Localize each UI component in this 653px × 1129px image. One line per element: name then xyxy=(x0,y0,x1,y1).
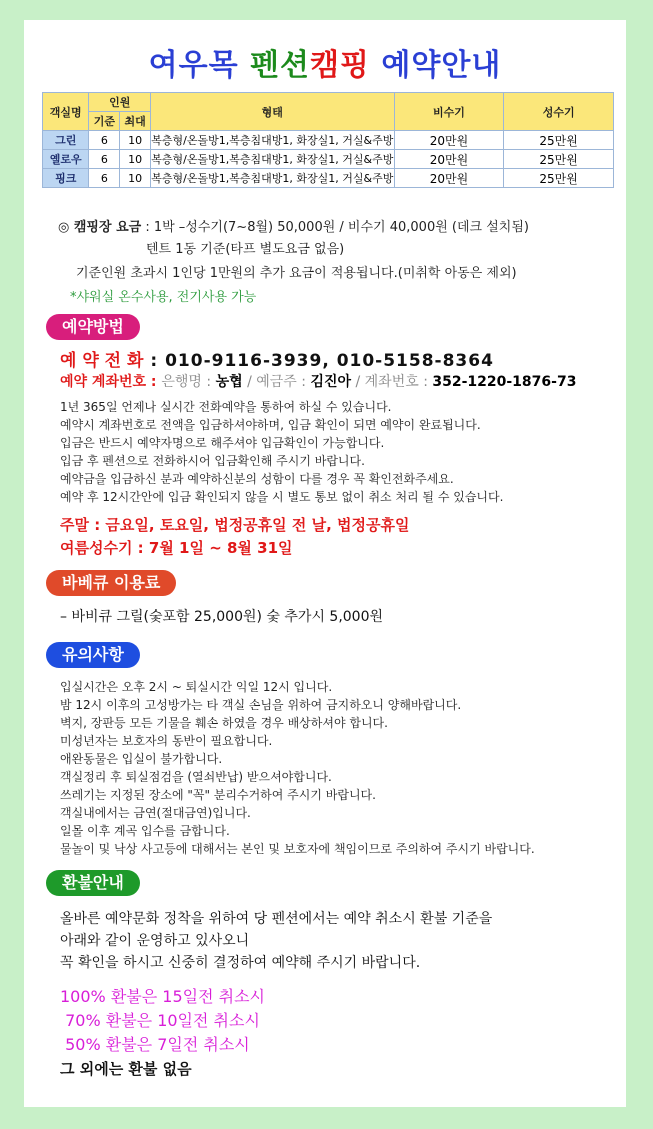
refund-rule: 70% 환불은 10일전 취소시 xyxy=(60,1011,260,1030)
refund-intro: 꼭 확인을 하시고 신중히 결정하여 예약해 주시기 바랍니다. xyxy=(60,955,421,971)
notice-item: 일몰 이후 계곡 입수를 금합니다. xyxy=(60,824,230,838)
refund-intro: 올바른 예약문화 정착을 위하여 당 펜션에서는 예약 취소시 환불 기준을 xyxy=(60,911,493,927)
notice-item: 애완동물은 입실이 불가합니다. xyxy=(60,752,223,766)
table-row: 그린 6 10 복층형/온돌방1,복층침대방1, 화장실1, 거실&주방 20만원 25만원 xyxy=(43,131,614,150)
section-bbq-pill: 바베큐 이용료 xyxy=(46,570,176,596)
notice-item: 벽지, 장판등 모든 기물을 훼손 하였을 경우 배상하셔야 합니다. xyxy=(60,716,388,730)
notice-item: 객실내에서는 금연(절대금연)입니다. xyxy=(60,806,251,820)
reservation-phone: 예 약 전 화 : 010-9116-3939, 010-5158-8364 xyxy=(60,351,494,371)
page-title: 여우목 펜션캠핑 예약안내 xyxy=(148,48,502,83)
rate-table xyxy=(42,92,614,188)
table-row: 옐로우 6 10 복층형/온돌방1,복층침대방1, 화장실1, 거실&주방 20만원 25만원 xyxy=(43,150,614,169)
camping-facility-line: *샤워실 온수사용, 전기사용 가능 xyxy=(70,290,257,305)
header-off-season: 비수기 xyxy=(394,93,504,131)
section-refund-pill: 환불안내 xyxy=(46,870,140,896)
reservation-note: 입금은 반드시 예약자명으로 해주셔야 입금확인이 가능합니다. xyxy=(60,436,385,450)
notice-item: 쓰레기는 지정된 장소에 "꼭" 분리수거하여 주시기 바랍니다. xyxy=(60,788,376,802)
notice-item: 미성년자는 보호자의 동반이 필요합니다. xyxy=(60,734,273,748)
notice-item: 물놀이 및 낙상 사고등에 대해서는 본인 및 보호자에 책임이므로 주의하여 주시기 바랍니다. xyxy=(60,842,535,856)
reservation-account: 예약 계좌번호 : 은행명 : 농협 / 예금주 : 김진아 / 계좌번호 : 352-1220-1876-73 xyxy=(60,374,577,390)
section-reservation-pill: 예약방법 xyxy=(46,314,140,340)
header-capacity: 인원 xyxy=(89,93,150,112)
header-room: 객실명 xyxy=(43,93,89,131)
notice-item: 밤 12시 이후의 고성방가는 타 객실 손님을 위하여 금지하오니 양해바랍니다. xyxy=(60,698,462,712)
camping-tent-line: 텐트 1동 기준(타프 별도요금 없음) xyxy=(146,242,345,257)
section-notice-pill: 유의사항 xyxy=(46,642,140,668)
header-max: 최대 xyxy=(120,112,151,131)
peak-season-definition: 여름성수기 : 7월 1일 ~ 8월 31일 xyxy=(60,539,293,557)
notice-item: 객실정리 후 퇴실점검을 (열쇠반납) 받으셔야합니다. xyxy=(60,770,332,784)
reservation-note: 1년 365일 언제나 실시간 전화예약을 통하여 하실 수 있습니다. xyxy=(60,400,392,414)
header-type: 형태 xyxy=(150,93,394,131)
notice-item: 입실시간은 오후 2시 ~ 퇴실시간 익일 12시 입니다. xyxy=(60,680,333,694)
header-peak-season: 성수기 xyxy=(504,93,614,131)
refund-intro: 아래와 같이 운영하고 있사오니 xyxy=(60,933,250,949)
camping-price-line: ◎ 캠핑장 요금 : 1박 –성수기(7~8월) 50,000원 / 비수기 40,000원 (데크 설치됨) xyxy=(58,220,529,235)
reservation-note: 예약금을 입금하신 분과 예약하신분의 성함이 다를 경우 꼭 확인전화주세요. xyxy=(60,472,454,486)
table-row: 핑크 6 10 복층형/온돌방1,복층침대방1, 화장실1, 거실&주방 20만원 25만원 xyxy=(43,169,614,188)
refund-none: 그 외에는 환불 없음 xyxy=(60,1060,192,1078)
info-card xyxy=(24,20,626,1107)
bbq-price: – 바비큐 그릴(숯포함 25,000원) 숯 추가시 5,000원 xyxy=(60,609,384,625)
weekend-definition: 주말 : 금요일, 토요일, 법정공휴일 전 날, 법정공휴일 xyxy=(60,516,410,534)
refund-rule: 100% 환불은 15일전 취소시 xyxy=(60,987,266,1006)
refund-rule: 50% 환불은 7일전 취소시 xyxy=(60,1035,250,1054)
header-min: 기준 xyxy=(89,112,120,131)
reservation-note: 입금 후 펜션으로 전화하시어 입금확인해 주시기 바랍니다. xyxy=(60,454,365,468)
reservation-note: 예약시 계좌번호로 전액을 입금하셔야하며, 입금 확인이 되면 예약이 완료됩니다. xyxy=(60,418,481,432)
reservation-note: 예약 후 12시간안에 입금 확인되지 않을 시 별도 통보 없이 취소 처리 될 수 있습니다. xyxy=(60,490,504,504)
camping-extra-line: 기준인원 초과시 1인당 1만원의 추가 요금이 적용됩니다.(미취학 아동은 제외) xyxy=(76,266,517,281)
